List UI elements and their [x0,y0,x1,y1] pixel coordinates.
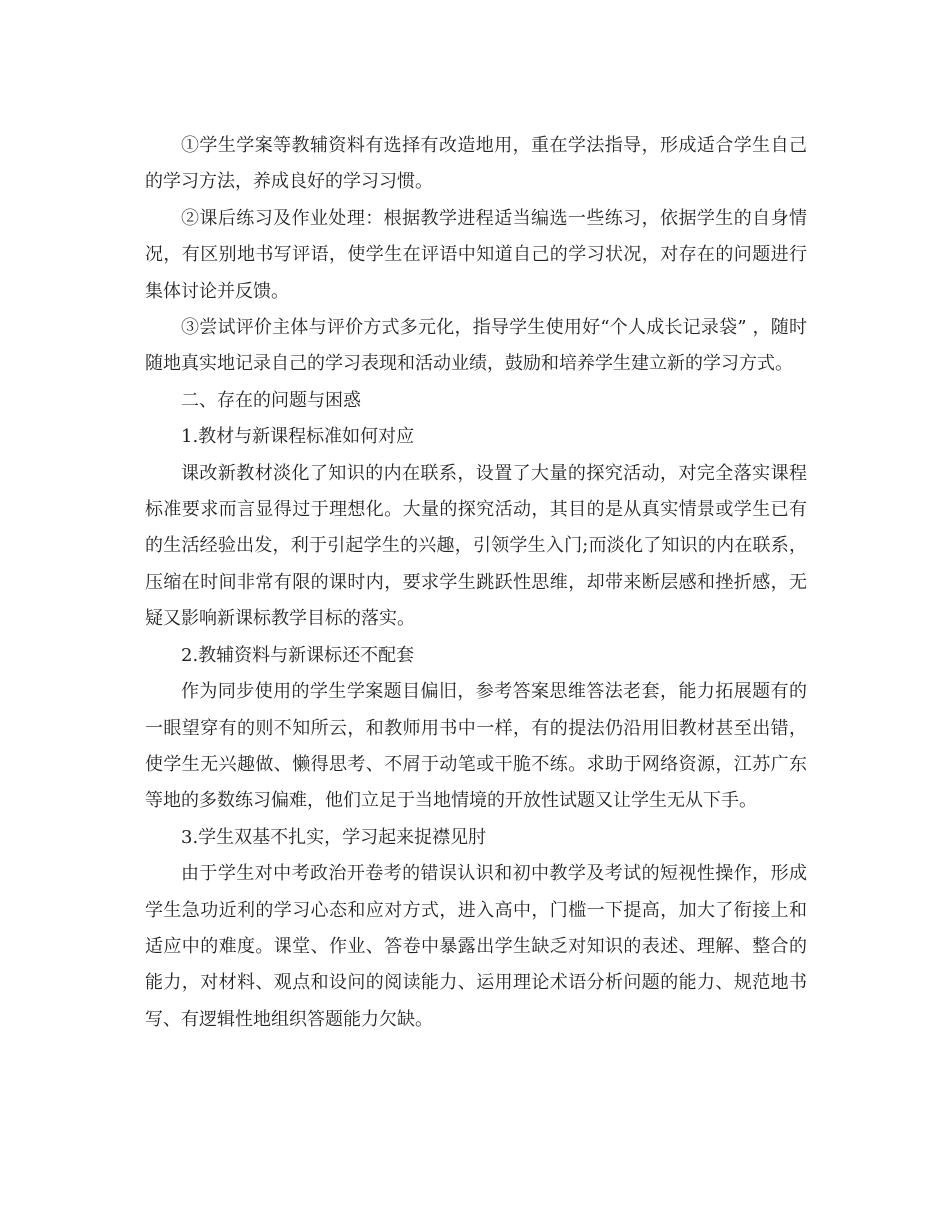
subsection-1-heading: 1.教材与新课程标准如何对应 [181,426,415,448]
subsection-2-paragraph: 作为同步使用的学生学案题目偏旧，参考答案思维答法老套，能力拓展题有的一眼望穿有的则不知所云，和教师用书中一样，有的提法仍沿用旧教材甚至出错，使学生无兴趣做、懒得思考、不屑于动笔或干脆不练。求助于网络资源，江苏广东等地的多数练习偏难，他们立足于当地情境的开放性试题又让学生无从下手。 [145,681,807,812]
subsection-1-paragraph: 课改新教材淡化了知识的内在联系，设置了大量的探究活动，对完全落实课程标准要求而言显得过于理想化。大量的探究活动，其目的是从真实情景或学生已有的生活经验出发，利于引起学生的兴趣，引领学生入门;而淡化了知识的内在联系，压缩在时间非常有限的课时内，要求学生跳跃性思维，却带来断层感和挫折感，无疑又影响新课标教学目标的落实。 [145,462,807,630]
item-2-paragraph: ②课后练习及作业处理：根据教学进程适当编选一些练习，依据学生的自身情况，有区别地书写评语，使学生在评语中知道自己的学习状况，对存在的问题进行集体讨论并反馈。 [145,207,807,302]
item-1-paragraph: ①学生学案等教辅资料有选择有改造地用，重在学法指导，形成适合学生自己的学习方法，养成良好的学习习惯。 [145,135,807,193]
document-body [145,128,807,1038]
section-2-heading: 二、存在的问题与困惑 [181,389,361,411]
item-3-paragraph: ③尝试评价主体与评价方式多元化，指导学生使用好“个人成长记录袋” ，随时随地真实地记录自己的学习表现和活动业绩，鼓励和培养学生建立新的学习方式。 [145,317,807,375]
subsection-2-heading: 2.教辅资料与新课标还不配套 [181,644,415,666]
subsection-3-paragraph: 由于学生对中考政治开卷考的错误认识和初中教学及考试的短视性操作，形成学生急功近利的学习心态和应对方式，进入高中，门槛一下提高，加大了衔接上和适应中的难度。课堂、作业、答卷中暴露出学生缺乏对知识的表述、理解、整合的能力，对材料、观点和设问的阅读能力、运用理论术语分析问题的能力、规范地书写、有逻辑性地组织答题能力欠缺。 [145,863,807,1030]
subsection-3-heading: 3.学生双基不扎实，学习起来捉襟见肘 [181,826,487,848]
